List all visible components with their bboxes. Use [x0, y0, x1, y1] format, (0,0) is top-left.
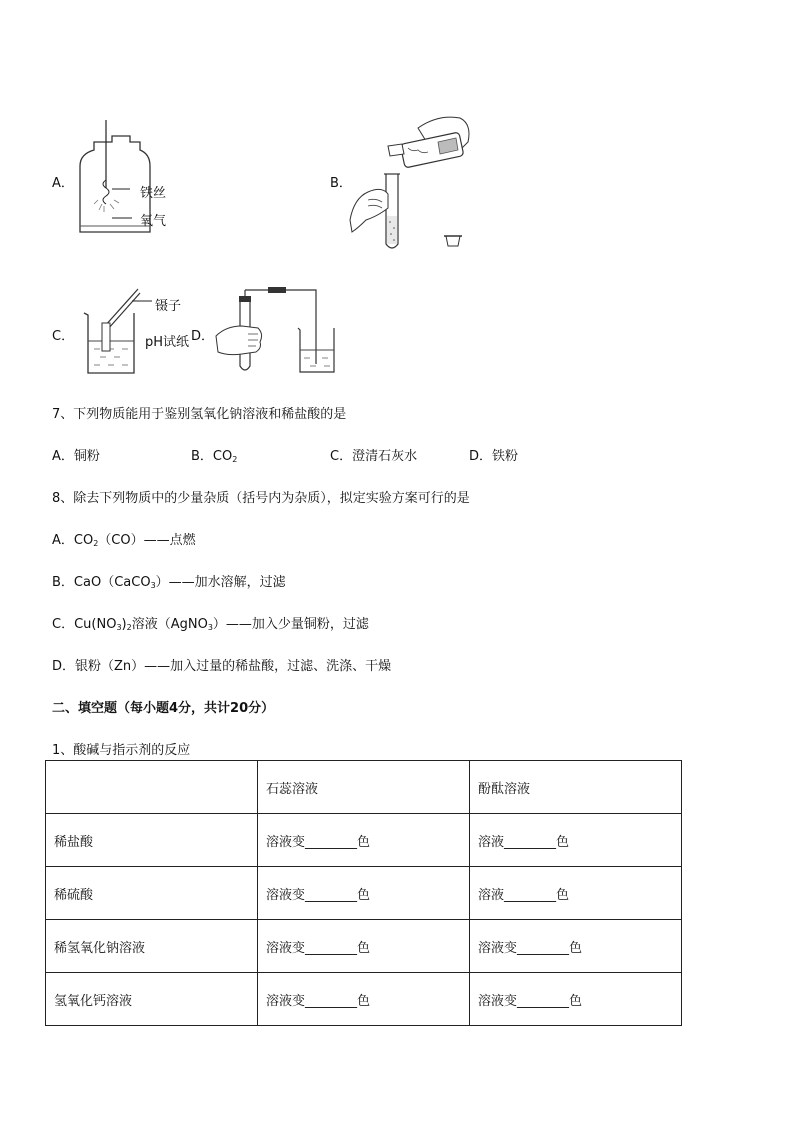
table-header-row — [46, 761, 682, 814]
q7-option-b: B．$CO_2$ — [191, 449, 238, 464]
figure-d-gas-delivery — [212, 282, 342, 380]
option-a-label: A． — [52, 176, 74, 191]
fill1-stem: 1、酸碱与指示剂的反应 — [52, 743, 191, 758]
table-cell[interactable]: 溶液变________色 — [258, 867, 470, 920]
table-cell[interactable]: 溶液变________色 — [258, 973, 470, 1026]
label-ph-paper: pH试纸 — [145, 335, 190, 350]
table-cell: 稀氢氧化钠溶液 — [46, 920, 258, 973]
table-cell: 稀盐酸 — [46, 814, 258, 867]
table-row — [46, 814, 682, 867]
q8-option-d: D．银粉（Zn）——加入过量的稀盐酸，过滤、洗涤、干燥 — [52, 659, 392, 674]
q7-stem: 7、下列物质能用于鉴别氢氧化钠溶液和稀盐酸的是 — [52, 407, 347, 422]
figure-a-gas-jar — [74, 118, 184, 236]
q8-option-b: B．CaO（CaCO$_3$）——加水溶解，过滤 — [52, 575, 286, 590]
table-cell: 稀硫酸 — [46, 867, 258, 920]
table-cell: 氢氧化钙溶液 — [46, 973, 258, 1026]
section-2-title: 二、填空题（每小题4分，共计20分） — [52, 701, 275, 716]
table-header-cell: 酚酞溶液 — [470, 761, 682, 814]
q7-option-a: A．铜粉 — [52, 449, 100, 464]
table-cell[interactable]: 溶液________色 — [470, 814, 682, 867]
q7-option-d: D．铁粉 — [469, 449, 519, 464]
indicator-table — [45, 760, 682, 1026]
table-cell[interactable]: 溶液变________色 — [258, 920, 470, 973]
table-cell[interactable]: 溶液________色 — [470, 867, 682, 920]
table-row — [46, 973, 682, 1026]
option-b-label: B． — [330, 176, 352, 191]
table-header-cell — [46, 761, 258, 814]
label-tweezers: 镊子 — [155, 299, 182, 314]
table-row — [46, 867, 682, 920]
option-c-label: C． — [52, 329, 75, 344]
table-header-cell: 石蕊溶液 — [258, 761, 470, 814]
q8-option-a: A．$CO_2(CO)——$点燃 — [52, 533, 196, 548]
label-oxygen: 氧气 — [140, 214, 167, 229]
figure-b-pouring-liquid — [348, 108, 478, 256]
q7-option-c: C．澄清石灰水 — [330, 449, 418, 464]
q8-stem: 8、除去下列物质中的少量杂质（括号内为杂质），拟定实验方案可行的是 — [52, 491, 470, 506]
option-d-label: D． — [191, 329, 215, 344]
table-cell[interactable]: 溶液变________色 — [258, 814, 470, 867]
table-cell[interactable]: 溶液变________色 — [470, 973, 682, 1026]
table-cell[interactable]: 溶液变________色 — [470, 920, 682, 973]
label-iron-wire: 铁丝 — [140, 186, 167, 201]
q8-option-c: C．$Cu(NO_3)_2$溶液（AgNO$_3$）——加入少量铜粉，过滤 — [52, 617, 369, 632]
table-row — [46, 920, 682, 973]
